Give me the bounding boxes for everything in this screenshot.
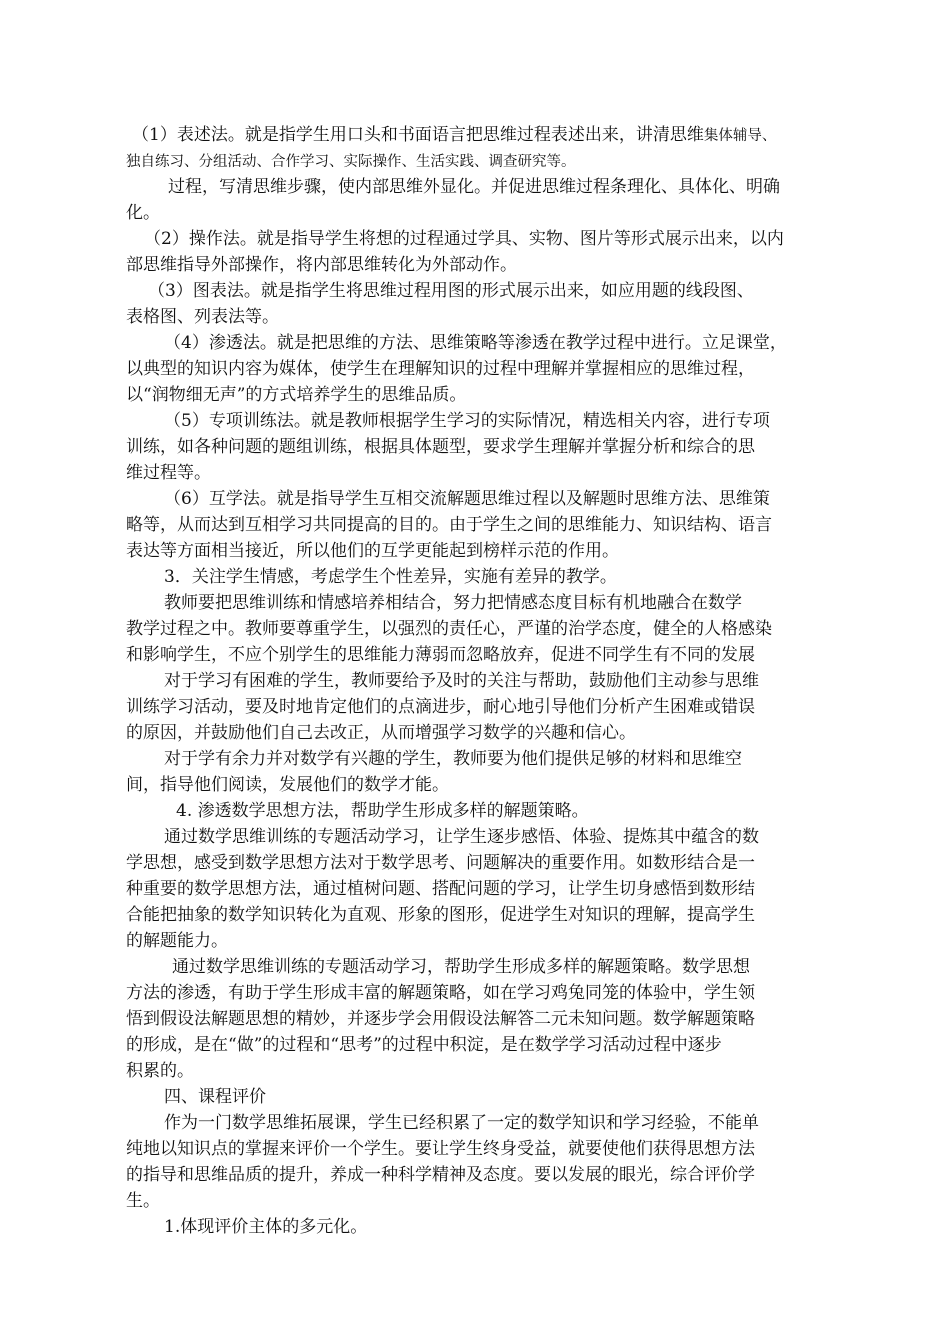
text-line <box>126 668 836 694</box>
text-line <box>126 746 836 772</box>
text-line <box>126 694 836 720</box>
text-line <box>126 720 836 746</box>
text-line <box>126 408 836 434</box>
line-text: 学思想，感受到数学思想方法对于数学思考、问题解决的重要作用。如数形结合是一 <box>126 853 755 873</box>
text-line <box>126 772 836 798</box>
line-text: 3．关注学生情感，考虑学生个性差异，实施有差异的教学。 <box>164 567 617 587</box>
text-line <box>126 1032 836 1058</box>
line-text: （6）互学法。就是指导学生互相交流解题思维过程以及解题时思维方法、思维策 <box>164 489 770 509</box>
text-line <box>126 980 836 1006</box>
line-text: （1）表述法。就是指学生用口头和书面语言把思维过程表述出来，讲清思维 <box>132 125 704 145</box>
text-line <box>126 850 836 876</box>
line-text: 纯地以知识点的掌握来评价一个学生。要让学生终身受益，就要使他们获得思想方法 <box>126 1139 755 1159</box>
text-line <box>126 876 836 902</box>
line-text: 通过数学思维训练的专题活动学习，帮助学生形成多样的解题策略。数学思想 <box>172 957 750 977</box>
line-text: 间，指导他们阅读，发展他们的数学才能。 <box>126 775 449 795</box>
line-tail-text: 集体辅导、 <box>703 128 777 144</box>
line-text: 生。 <box>126 1191 160 1211</box>
text-line <box>126 434 836 460</box>
text-line <box>126 902 836 928</box>
line-text: 的形成，是在“做”的过程和“思考”的过程中积淀，是在数学学习活动过程中逐步 <box>126 1035 722 1055</box>
text-line <box>126 148 836 174</box>
text-line <box>126 928 836 954</box>
line-text: （3）图表法。就是指学生将思维过程用图的形式展示出来，如应用题的线段图、 <box>148 281 754 301</box>
text-line <box>126 1136 836 1162</box>
line-text: 通过数学思维训练的专题活动学习，让学生逐步感悟、体验、提炼其中蕴含的数 <box>164 827 759 847</box>
line-text: 的原因，并鼓励他们自己去改正，从而增强学习数学的兴趣和信心。 <box>126 723 636 743</box>
text-line <box>126 1058 836 1084</box>
line-text: （2）操作法。就是指导学生将想的过程通过学具、实物、图片等形式展示出来，以内 <box>144 229 784 249</box>
line-text: 训练学习活动，要及时地肯定他们的点滴进步，耐心地引导他们分析产生困难或错误 <box>126 697 755 717</box>
text-line <box>126 1214 836 1240</box>
text-line <box>126 798 836 824</box>
text-line <box>126 538 836 564</box>
text-line <box>126 590 836 616</box>
line-text: 表格图、列表法等。 <box>126 307 279 327</box>
line-text: 对于学习有困难的学生，教师要给予及时的关注与帮助，鼓励他们主动参与思维 <box>164 671 759 691</box>
line-text: （4）渗透法。就是把思维的方法、思维策略等渗透在教学过程中进行。立足课堂， <box>164 333 787 353</box>
line-text: 方法的渗透，有助于学生形成丰富的解题策略，如在学习鸡兔同笼的体验中，学生领 <box>126 983 755 1003</box>
text-line <box>126 616 836 642</box>
line-text: 的指导和思维品质的提升，养成一种科学精神及态度。要以发展的眼光，综合评价学 <box>126 1165 755 1185</box>
line-text: 略等，从而达到互相学习共同提高的目的。由于学生之间的思维能力、知识结构、语言 <box>126 515 772 535</box>
text-line <box>126 304 836 330</box>
line-text: 以“润物细无声”的方式培养学生的思维品质。 <box>126 385 467 405</box>
line-tail-text: 独自练习、分组活动、合作学习、实际操作、生活实践、调查研究等。 <box>126 154 576 170</box>
line-text: 1.体现评价主体的多元化。 <box>164 1217 368 1237</box>
text-line <box>126 174 836 200</box>
line-text: 和影响学生，不应个别学生的思维能力薄弱而忽略放弃，促进不同学生有不同的发展 <box>126 645 755 665</box>
line-text: 作为一门数学思维拓展课，学生已经积累了一定的数学知识和学习经验，不能单 <box>164 1113 759 1133</box>
text-line <box>126 512 836 538</box>
line-text: 教学过程之中。教师要尊重学生，以强烈的责任心，严谨的治学态度，健全的人格感染 <box>126 619 772 639</box>
line-text: 维过程等。 <box>126 463 211 483</box>
text-line <box>126 1188 836 1214</box>
text-line <box>126 356 836 382</box>
line-text: 种重要的数学思想方法，通过植树问题、搭配问题的学习，让学生切身感悟到数形结 <box>126 879 755 899</box>
text-line <box>126 382 836 408</box>
line-text: （5）专项训练法。就是教师根据学生学习的实际情况，精选相关内容，进行专项 <box>164 411 770 431</box>
line-text: 训练，如各种问题的题组训练，根据具体题型，要求学生理解并掌握分析和综合的思 <box>126 437 755 457</box>
line-text: 过程，写清思维步骤，使内部思维外显化。并促进思维过程条理化、具体化、明确 <box>168 177 780 197</box>
line-text: 悟到假设法解题思想的精妙，并逐步学会用假设法解答二元未知问题。数学解题策略 <box>126 1009 755 1029</box>
text-line <box>126 1110 836 1136</box>
line-text: 合能把抽象的数学知识转化为直观、形象的图形，促进学生对知识的理解，提高学生 <box>126 905 755 925</box>
text-line <box>126 564 836 590</box>
line-text: 对于学有余力并对数学有兴趣的学生，教师要为他们提供足够的材料和思维空 <box>164 749 742 769</box>
text-line <box>126 486 836 512</box>
line-text: 教师要把思维训练和情感培养相结合，努力把情感态度目标有机地融合在数学 <box>164 593 742 613</box>
line-text: 4. 渗透数学思想方法，帮助学生形成多样的解题策略。 <box>176 801 589 821</box>
text-line <box>126 824 836 850</box>
text-line <box>126 278 836 304</box>
line-text: 的解题能力。 <box>126 931 228 951</box>
line-text: 表达等方面相当接近，所以他们的互学更能起到榜样示范的作用。 <box>126 541 619 561</box>
text-line <box>126 122 836 148</box>
line-text: 四、课程评价 <box>164 1087 266 1107</box>
text-line <box>126 1084 836 1110</box>
text-line <box>126 954 836 980</box>
text-line <box>126 330 836 356</box>
text-line <box>126 1162 836 1188</box>
text-line <box>126 642 836 668</box>
text-line <box>126 226 836 252</box>
text-line <box>126 460 836 486</box>
text-line <box>126 252 836 278</box>
line-text: 化。 <box>126 203 160 223</box>
text-line <box>126 200 836 226</box>
text-line <box>126 1006 836 1032</box>
line-text: 以典型的知识内容为媒体，使学生在理解知识的过程中理解并掌握相应的思维过程， <box>126 359 755 379</box>
line-text: 积累的。 <box>126 1061 194 1081</box>
document-body <box>126 122 836 1240</box>
line-text: 部思维指导外部操作，将内部思维转化为外部动作。 <box>126 255 517 275</box>
